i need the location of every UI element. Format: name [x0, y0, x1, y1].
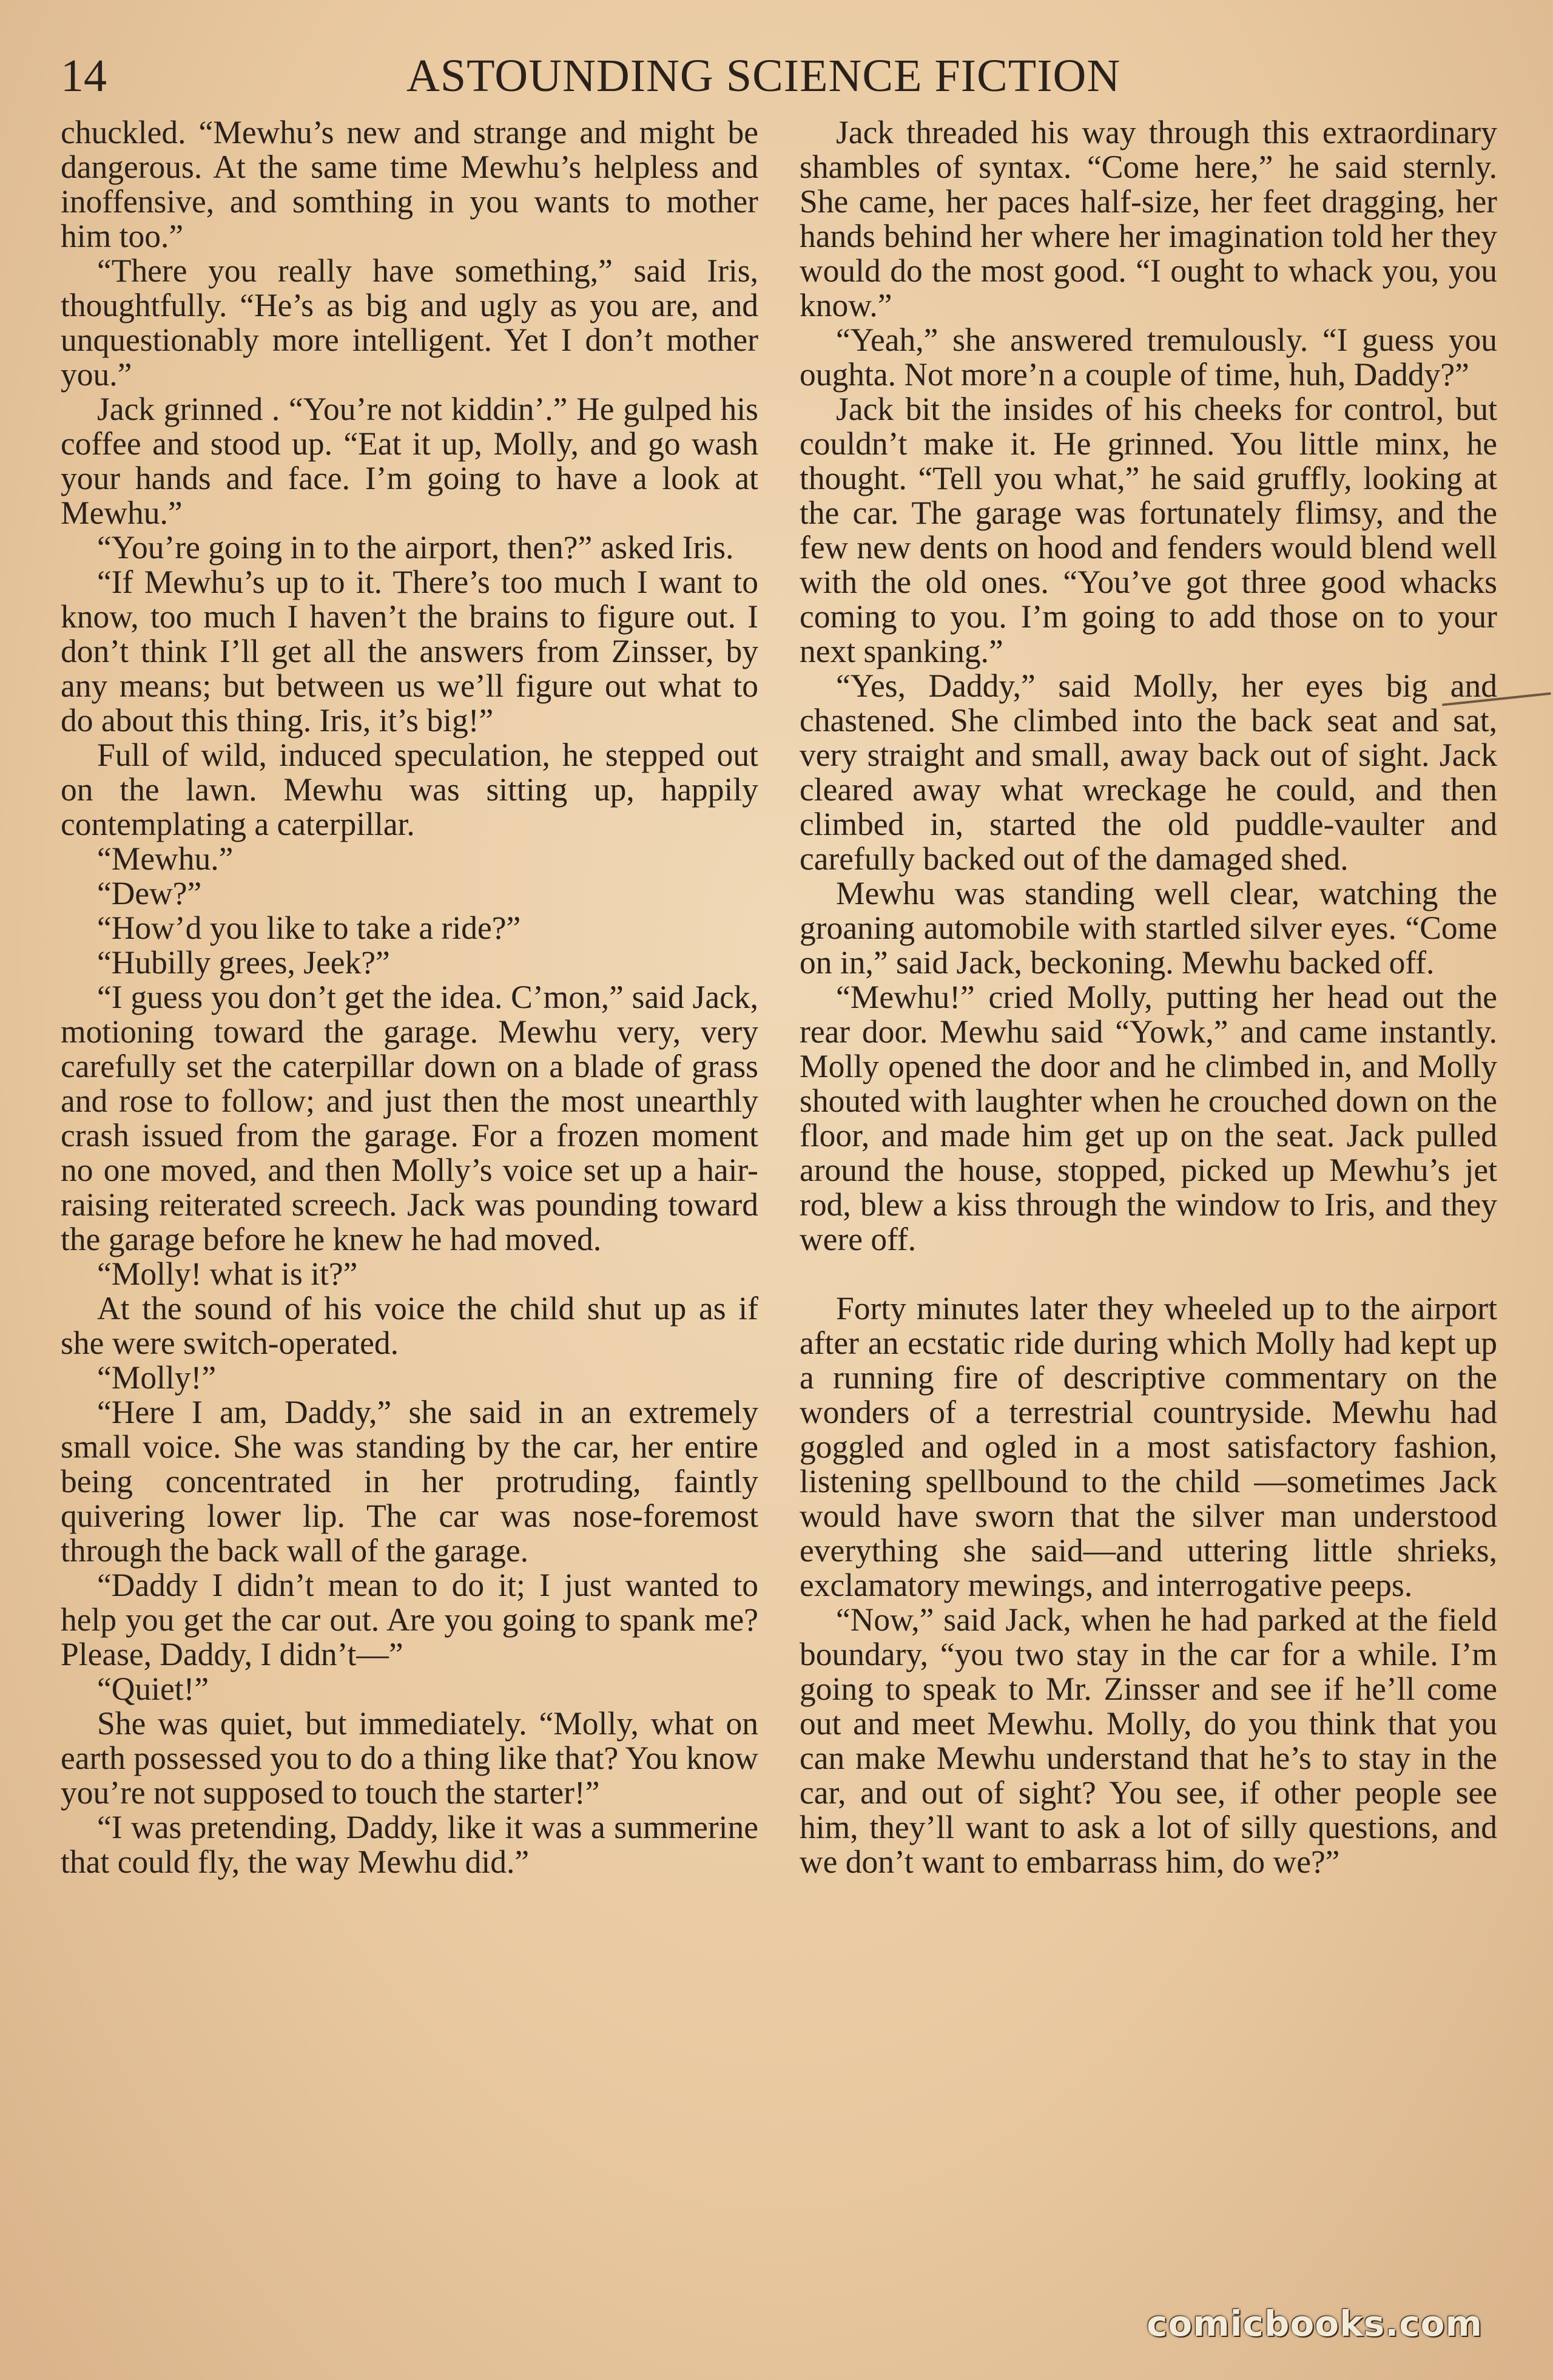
- paragraph: “You’re going in to the airport, then?” asked Iris.: [97, 529, 734, 566]
- paragraph: Jack threaded his way through this extraordinary shambles of syntax. “Come here,” he said sternly. She came, her paces half-size, her feet dragging, her hands behind her where her imagination told her they would do the most good. “I ought to whack you, you know.”: [800, 114, 1497, 323]
- paragraph: “Yes, Daddy,” said Molly, her eyes big and chastened. She climbed into the back seat and sat, very straight and small, away back out of sight. Jack cleared away what wreckage he could, and then climbed in, started the old puddle-vaulter and carefully backed out of the damaged shed.: [800, 668, 1497, 877]
- paragraph: “Dew?”: [97, 875, 202, 911]
- paragraph: “Here I am, Daddy,” she said in an extremely small voice. She was standing by the car, her entire being concentrated in her protruding, faintly quivering lower lip. The car was nose-foremost through the back wall of the garage.: [61, 1394, 758, 1569]
- paragraph: She was quiet, but immediately. “Molly, what on earth possessed you to do a thing like that? You know you’re not supposed to touch the starter!”: [61, 1705, 758, 1811]
- paragraph: “I guess you don’t get the idea. C’mon,” said Jack, motioning toward the garage. Mewhu very, very carefully set the caterpillar down on a blade of grass and rose to follow; and just then the most unearthly crash issued from the garage. For a frozen moment no one moved, and then Molly’s voice set up a hair-raising reiterated screech. Jack was pounding toward the garage before he knew he had moved.: [61, 979, 758, 1257]
- paragraph: Full of wild, induced speculation, he stepped out on the lawn. Mewhu was sitting up, happily contemplating a caterpillar.: [61, 737, 758, 842]
- running-title: ASTOUNDING SCIENCE FICTION: [406, 50, 1121, 101]
- watermark-logo: comicbooks.com: [1147, 2303, 1483, 2344]
- paragraph: “Mewhu.”: [97, 840, 234, 877]
- section-break: [800, 1257, 1497, 1291]
- right-text-column: [800, 115, 1497, 1879]
- paragraph: “There you really have something,” said Iris, thoughtfully. “He’s as big and ugly as you are, and unquestionably more intelligent. Yet I don’t mother you.”: [61, 252, 758, 393]
- paragraph: At the sound of his voice the child shut up as if she were switch-operated.: [61, 1290, 758, 1361]
- paragraph: Forty minutes later they wheeled up to the airport after an ecstatic ride during which Molly had kept up a running fire of descriptive commentary on the wonders of a terrestrial countryside. Mewhu had goggled and ogled in a most satisfactory fashion, listening spellbound to the child —sometimes Jack would have sworn that the silver man understood everything she said—and uttering little shrieks, exclamatory mewings, and interrogative peeps.: [800, 1290, 1497, 1603]
- paragraph: “Yeah,” she answered tremulously. “I guess you oughta. Not more’n a couple of time, huh, Daddy?”: [800, 322, 1497, 393]
- paragraph: “Mewhu!” cried Molly, putting her head out the rear door. Mewhu said “Yowk,” and came instantly. Molly opened the door and he climbed in, and Molly shouted with laughter when he crouched down on the floor, and made him get up on the seat. Jack pulled around the house, stopped, picked up Mewhu’s jet rod, blew a kiss through the window to Iris, and they were off.: [800, 979, 1497, 1257]
- page-header: [61, 42, 1529, 109]
- paragraph: Jack bit the insides of his cheeks for control, but couldn’t make it. He grinned. You little minx, he thought. “Tell you what,” he said gruffly, looking at the car. The garage was fortunately flimsy, and the few new dents on hood and fenders would blend well with the old ones. “You’ve got three good whacks coming to you. I’m going to add those on to your next spanking.”: [800, 391, 1497, 669]
- paragraph: “Molly! what is it?”: [97, 1256, 358, 1292]
- paragraph: “Hubilly grees, Jeek?”: [97, 944, 390, 981]
- paragraph: “Molly!”: [97, 1359, 217, 1396]
- page-number: 14: [61, 50, 107, 101]
- paragraph: “Quiet!”: [97, 1671, 209, 1707]
- paragraph: Jack grinned . “You’re not kiddin’.” He gulped his coffee and stood up. “Eat it up, Molly, and go wash your hands and face. I’m going to have a look at Mewhu.”: [61, 391, 758, 531]
- paragraph: “Now,” said Jack, when he had parked at the field boundary, “you two stay in the car for a while. I’m going to speak to Mr. Zinsser and see if he’ll come out and meet Mewhu. Molly, do you think that you can make Mewhu understand that he’s to stay in the car, and out of sight? You see, if other people see him, they’ll want to ask a lot of silly questions, and we don’t want to embarrass him, do we?”: [800, 1601, 1497, 1880]
- paragraph: chuckled. “Mewhu’s new and strange and might be dangerous. At the same time Mewhu’s helpless and inoffensive, and somthing in you wants to mother him too.”: [61, 114, 758, 254]
- paragraph: Mewhu was standing well clear, watching the groaning automobile with startled silver eyes. “Come on in,” said Jack, beckoning. Mewhu backed off.: [800, 875, 1497, 981]
- paragraph: “I was pretending, Daddy, like it was a summerine that could fly, the way Mewhu did.”: [61, 1809, 758, 1880]
- paragraph: “How’d you like to take a ride?”: [97, 910, 521, 946]
- left-text-column: [61, 115, 758, 1879]
- paragraph: “Daddy I didn’t mean to do it; I just wanted to help you get the car out. Are you going to spank me? Please, Daddy, I didn’t—”: [61, 1567, 758, 1672]
- paragraph: “If Mewhu’s up to it. There’s too much I want to know, too much I haven’t the brains to figure out. I don’t think I’ll get all the answers from Zinsser, by any means; but between us we’ll figure out what to do about this thing. Iris, it’s big!”: [61, 564, 758, 739]
